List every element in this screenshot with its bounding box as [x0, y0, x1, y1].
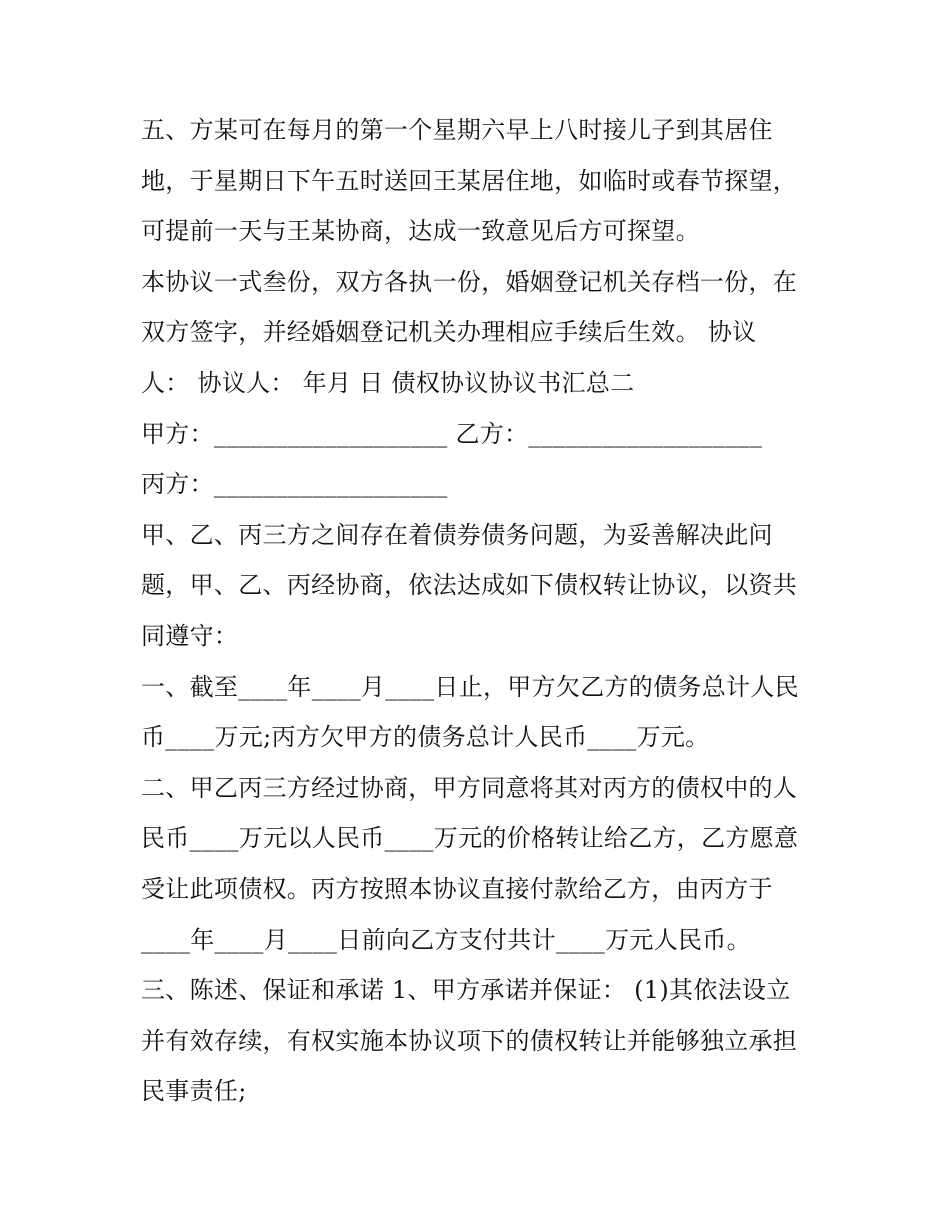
text-line: ____年____月____日前向乙方支付共计____万元人民币。	[141, 926, 751, 954]
text-line: 民币____万元以人民币____万元的价格转让给乙方，乙方愿意	[141, 824, 799, 852]
text-line: 三、陈述、保证和承诺 1、甲方承诺并保证： (1)其依法设立	[141, 976, 791, 1004]
text-line: 五、方某可在每月的第一个星期六早上八时接儿子到其居住	[141, 116, 773, 144]
text-line: 甲、乙、丙三方之间存在着债券债务问题，为妥善解决此问	[141, 521, 773, 549]
text-line: 币____万元;丙方欠甲方的债务总计人民币____万元。	[141, 723, 710, 751]
text-line: 题，甲、乙、丙经协商，依法达成如下债权转让协议，以资共	[141, 571, 798, 599]
text-line: 民事责任;	[141, 1077, 247, 1105]
text-line: 人： 协议人： 年月 日 债权协议协议书汇总二	[141, 369, 635, 397]
text-line: 可提前一天与王某协商，达成一致意见后方可探望。	[141, 217, 700, 245]
text-line: 二、甲乙丙三方经过协商，甲方同意将其对丙方的债权中的人	[141, 774, 798, 802]
text-line: 并有效存续，有权实施本协议项下的债权转让并能够独立承担	[141, 1027, 798, 1055]
signature-line-party-c: 丙方：___________________	[141, 470, 448, 498]
text-line: 本协议一式叁份，双方各执一份，婚姻登记机关存档一份，在	[141, 268, 798, 296]
text-line: 地，于星期日下午五时送回王某居住地，如临时或春节探望，	[141, 167, 798, 195]
text-line: 受让此项债权。丙方按照本协议直接付款给乙方，由丙方于	[141, 875, 773, 903]
text-line: 一、截至____年____月____日止，甲方欠乙方的债务总计人民	[141, 673, 799, 701]
text-line: 双方签字，并经婚姻登记机关办理相应手续后生效。 协议	[141, 318, 757, 346]
text-line: 同遵守：	[141, 622, 239, 650]
signature-line-party-a-b: 甲方：___________________ 乙方：___________________	[141, 420, 763, 448]
